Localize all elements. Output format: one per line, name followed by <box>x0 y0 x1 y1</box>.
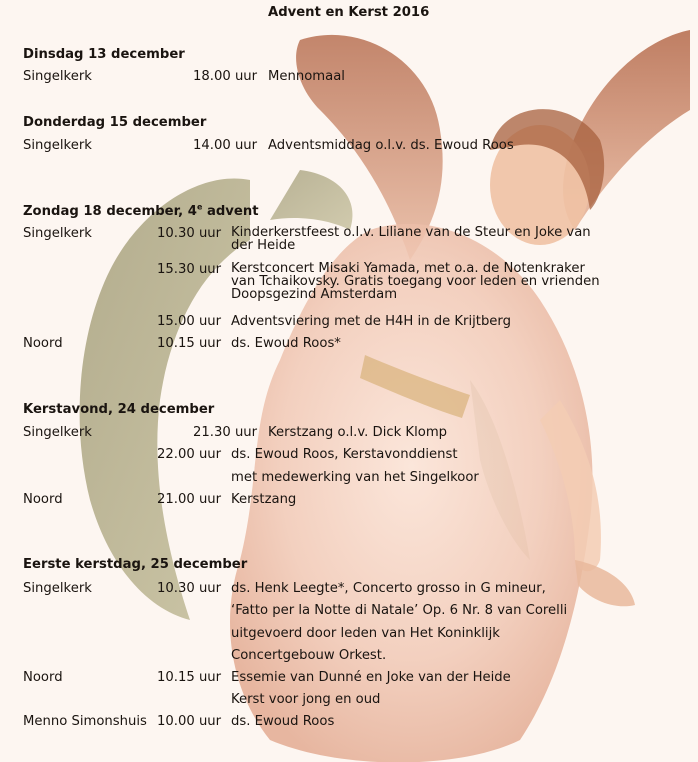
event-description: Kinderkerstfeest o.l.v. Liliane van de Steur en Joke van der Heide <box>231 225 591 253</box>
event-time: 15.00 uur <box>157 314 222 329</box>
event-location: Noord <box>23 670 63 685</box>
event-description: ds. Ewoud Roos <box>231 714 335 729</box>
event-description: Adventsviering met de H4H in de Krijtberg <box>231 314 511 329</box>
section-heading <box>23 204 259 219</box>
event-location: Noord <box>23 492 63 507</box>
event-description: Kerstconcert Misaki Yamada, met o.a. de Notenkraker van Tchaikovsky. Gratis toegang voor leden en vrienden Doopsgezind Amsterdam <box>231 261 600 302</box>
event-time: 22.00 uur <box>157 447 222 462</box>
event-location: Singelkerk <box>23 425 92 440</box>
event-description: ds. Ewoud Roos, Kerstavonddienst <box>231 447 458 462</box>
event-time: 10.30 uur <box>157 226 222 241</box>
event-time: 10.30 uur <box>157 581 222 596</box>
event-time: 18.00 uur <box>193 69 258 84</box>
event-location: Singelkerk <box>23 138 92 153</box>
event-description: ds. Ewoud Roos* <box>231 336 341 351</box>
event-location: Noord <box>23 336 63 351</box>
event-location: Singelkerk <box>23 226 92 241</box>
section-heading-superscript: e <box>196 202 203 212</box>
event-time: 21.30 uur <box>193 425 258 440</box>
event-time: 15.30 uur <box>157 262 222 277</box>
event-location: Singelkerk <box>23 581 92 596</box>
event-description: Mennomaal <box>268 69 345 84</box>
event-description: Concertgebouw Orkest. <box>231 648 387 663</box>
event-time: 14.00 uur <box>193 138 258 153</box>
event-description: Kerst voor jong en oud <box>231 692 381 707</box>
event-description: Adventsmiddag o.l.v. ds. Ewoud Roos <box>268 138 514 153</box>
event-description: met medewerking van het Singelkoor <box>231 470 479 485</box>
section-heading <box>23 557 247 572</box>
event-location: Singelkerk <box>23 69 92 84</box>
event-time: 10.15 uur <box>157 670 222 685</box>
event-description: uitgevoerd door leden van Het Koninklijk <box>231 626 500 641</box>
event-description: ds. Henk Leegte*, Concerto grosso in G mineur, <box>231 581 546 596</box>
event-description: Kerstzang o.l.v. Dick Klomp <box>268 425 448 440</box>
section-heading-text: Zondag 18 december, 4 <box>23 204 197 219</box>
event-description: ‘Fatto per la Notte di Natale’ Op. 6 Nr. 8 van Corelli <box>231 603 568 618</box>
section-heading <box>23 115 206 130</box>
event-location: Menno Simonshuis <box>23 714 147 729</box>
page-title: Advent en Kerst 2016 <box>268 5 430 20</box>
event-time: 10.15 uur <box>157 336 222 351</box>
event-time: 21.00 uur <box>157 492 222 507</box>
section-heading <box>23 402 214 417</box>
section-heading-text: Donderdag 15 december <box>23 115 207 130</box>
section-heading <box>23 47 185 62</box>
section-heading-suffix: advent <box>202 204 259 219</box>
event-description: Essemie van Dunné en Joke van der Heide <box>231 670 511 685</box>
section-heading-text: Dinsdag 13 december <box>23 47 185 62</box>
event-time: 10.00 uur <box>157 714 222 729</box>
section-heading-text: Eerste kerstdag, 25 december <box>23 557 248 572</box>
section-heading-text: Kerstavond, 24 december <box>23 402 215 417</box>
event-description: Kerstzang <box>231 492 297 507</box>
